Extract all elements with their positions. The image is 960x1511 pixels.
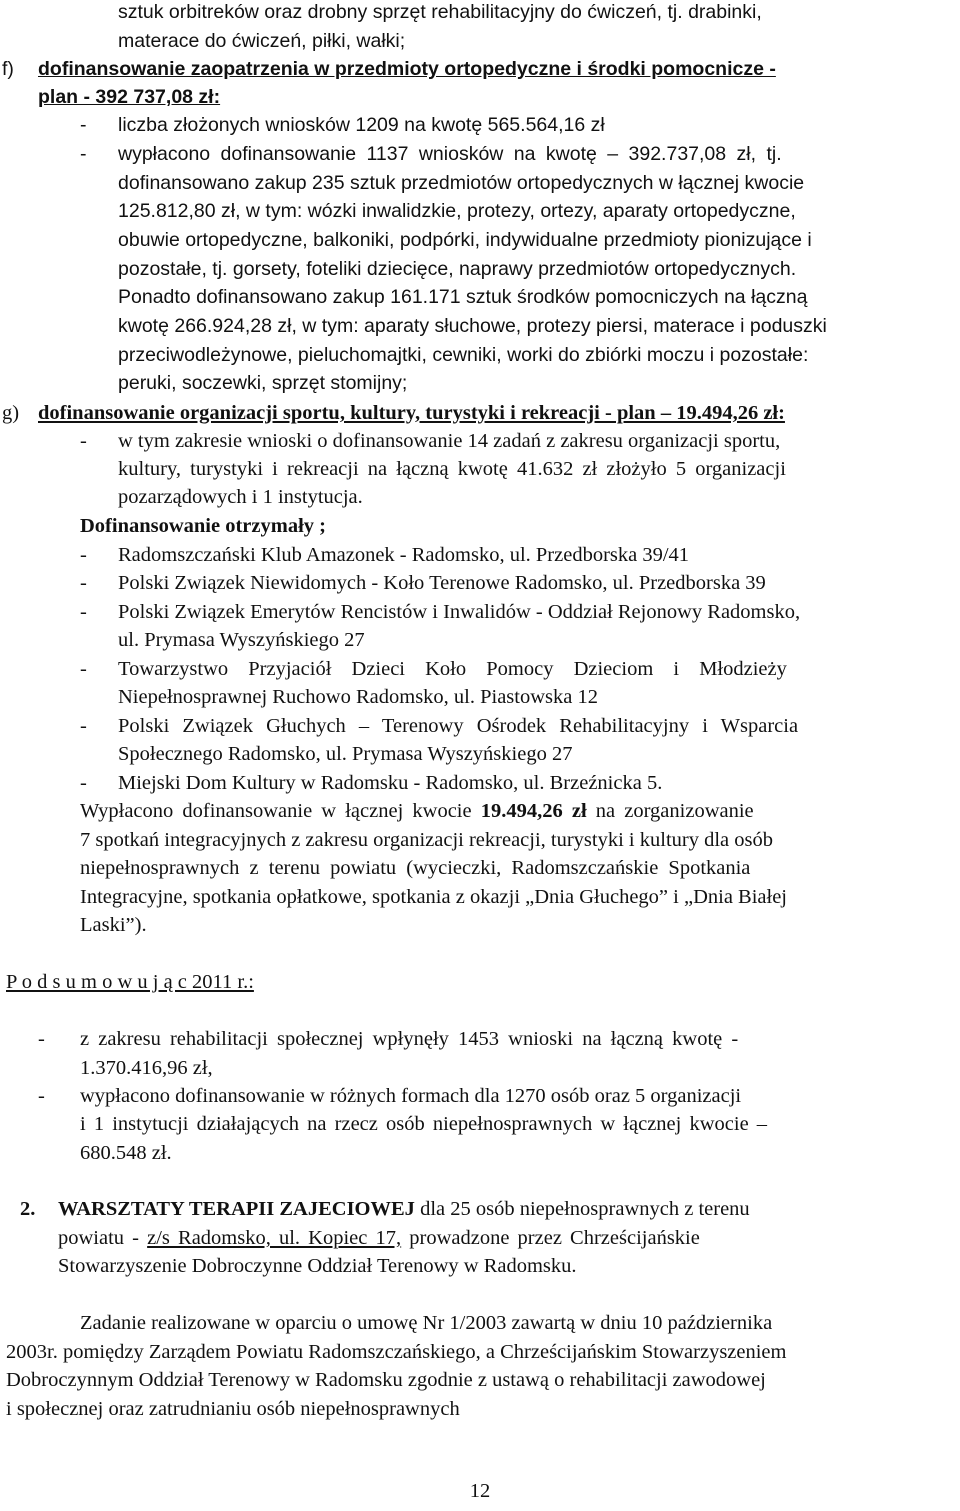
bullet-dash: - <box>80 572 87 594</box>
section-heading: dofinansowanie organizacji sportu, kultury, turystyki i rekreacji - plan – 19.494,26 zł: <box>38 402 785 424</box>
text-segment: dla 25 osób niepełnosprawnych z terenu <box>420 1198 750 1220</box>
text-line <box>58 1199 750 1220</box>
text-line <box>118 3 954 23</box>
address: z/s Radomsko, ul. Kopiec 17, <box>147 1227 402 1249</box>
text-line: dofinansowano zakup 235 sztuk przedmiotów ortopedycznych w łącznej kwocie <box>118 172 805 194</box>
line-content <box>118 3 954 23</box>
text-line: liczba złożonych wniosków 1209 na kwotę 565.564,16 zł <box>118 114 605 136</box>
text-line: materace do ćwiczeń, piłki, wałki; <box>118 30 406 52</box>
text-segment: powiatu - <box>58 1227 139 1249</box>
text-segment: na zorganizowanie <box>595 800 754 822</box>
section-heading: plan - 392 737,08 zł: <box>38 86 221 108</box>
list-item: Polski Związek Niewidomych - Koło Terenowe Radomsko, ul. Przedborska 39 <box>118 572 766 594</box>
line-text: sztuk orbitreków oraz drobny sprzęt rehabilitacyjny do ćwiczeń, tj. drabinki, <box>118 1 762 23</box>
text-line: 680.548 zł. <box>80 1142 172 1164</box>
list-item: Miejski Dom Kultury w Radomsku - Radomsko, ul. Brzeźnicka 5. <box>118 772 663 794</box>
bullet-dash: - <box>80 430 87 452</box>
text-line: z zakresu rehabilitacji społecznej wpłynęły 1453 wnioski na łączną kwotę - <box>80 1028 739 1050</box>
text-line: niepełnosprawnych z terenu powiatu (wycieczki, Radomszczańskie Spotkania <box>80 857 751 879</box>
text-line: i społecznej oraz zatrudnianiu osób niepełnosprawnych <box>6 1398 460 1420</box>
text-line: Stowarzyszenie Dobroczynne Oddział Terenowy w Radomsku. <box>58 1255 577 1277</box>
text-line: Zadanie realizowane w oparciu o umowę Nr 1/2003 zawartą w dniu 10 października <box>80 1312 773 1334</box>
text-line <box>58 1228 700 1249</box>
text-line: i 1 instytucji działających na rzecz osób niepełnosprawnych w łącznej kwocie – <box>80 1113 768 1135</box>
list-item: Polski Związek Emerytów Rencistów i Inwalidów - Oddział Rejonowy Radomsko, <box>118 601 801 623</box>
text-line: w tym zakresie wnioski o dofinansowanie 14 zadań z zakresu organizacji sportu, <box>118 430 781 452</box>
subheading: Dofinansowanie otrzymały ; <box>80 515 326 537</box>
text-line: kwotę 266.924,28 zł, w tym: aparaty słuchowe, protezy piersi, materace i poduszki <box>118 315 827 337</box>
bullet-dash: - <box>80 772 87 794</box>
section-number: 2. <box>20 1198 36 1220</box>
text-segment: Wypłacono dofinansowanie w łącznej kwocie <box>80 800 472 822</box>
list-item: Niepełnosprawnej Ruchowo Radomsko, ul. Piastowska 12 <box>118 686 598 708</box>
text-line: pozarządowych i 1 instytucja. <box>118 486 363 508</box>
text-line: wypłacono dofinansowanie 1137 wniosków na kwotę – 392.737,08 zł, tj. <box>118 143 782 165</box>
list-item: ul. Prymasa Wyszyńskiego 27 <box>118 629 365 651</box>
list-marker: g) <box>2 402 20 424</box>
bullet-dash: - <box>80 544 87 566</box>
text-line: przeciwodleżynowe, pieluchomajtki, cewniki, worki do zbiórki moczu i pozostałe: <box>118 344 809 366</box>
bullet-dash: - <box>80 601 87 623</box>
text-line: Dobroczynnym Oddział Terenowy w Radomsku zgodnie z ustawą o rehabilitacji zawodowej <box>6 1369 766 1391</box>
text-line <box>80 801 754 822</box>
section-heading: dofinansowanie zaopatrzenia w przedmioty ortopedyczne i środki pomocnicze - <box>38 58 776 80</box>
text-line: pozostałe, tj. gorsety, foteliki dziecięce, naprawy przedmiotów ortopedycznych. <box>118 258 797 280</box>
amount: 19.494,26 zł <box>480 800 587 822</box>
page-number: 12 <box>469 1480 491 1502</box>
text-segment: prowadzone przez Chrześcijańskie <box>409 1227 700 1249</box>
section-title: WARSZTATY TERAPII ZAJECIOWEJ <box>58 1198 415 1220</box>
bullet-dash: - <box>38 1028 45 1050</box>
list-item: Polski Związek Głuchych – Terenowy Ośrodek Rehabilitacyjny i Wsparcia <box>118 715 799 737</box>
text-line: 1.370.416,96 zł, <box>80 1057 213 1079</box>
text-line: kultury, turystyki i rekreacji na łączną kwotę 41.632 zł złożyło 5 organizacji <box>118 458 786 480</box>
list-item: Towarzystwo Przyjaciół Dzieci Koło Pomocy Dzieciom i Młodzieży <box>118 658 787 680</box>
bullet-dash: - <box>38 1085 45 1107</box>
text-line: peruki, soczewki, sprzęt stomijny; <box>118 372 408 394</box>
text-line: 7 spotkań integracyjnych z zakresu organizacji rekreacji, turystyki i kultury dla osób <box>80 829 773 851</box>
bullet-dash: - <box>80 658 87 680</box>
bullet-dash: - <box>80 143 87 165</box>
summary-heading: P o d s u m o w u j ą c 2011 r.: <box>6 971 254 993</box>
text-line: 125.812,80 zł, w tym: wózki inwalidzkie, protezy, ortezy, aparaty ortopedyczne, <box>118 200 796 222</box>
list-item: Społecznego Radomsko, ul. Prymasa Wyszyńskiego 27 <box>118 743 573 765</box>
text-line: obuwie ortopedyczne, balkoniki, podpórki, indywidualne przedmioty pionizujące i <box>118 229 812 251</box>
bullet-dash: - <box>80 114 87 136</box>
text-line: wypłacono dofinansowanie w różnych formach dla 1270 osób oraz 5 organizacji <box>80 1085 742 1107</box>
text-line: Ponadto dofinansowano zakup 161.171 sztuk środków pomocniczych na łączną <box>118 286 808 308</box>
text-line: Laski”). <box>80 914 147 936</box>
text-line: 2003r. pomiędzy Zarządem Powiatu Radomszczańskiego, a Chrześcijańskim Stowarzyszeniem <box>6 1341 787 1363</box>
bullet-dash: - <box>80 715 87 737</box>
text-line: Integracyjne, spotkania opłatkowe, spotkania z okazji „Dnia Głuchego” i „Dnia Białej <box>80 886 787 908</box>
list-marker: f) <box>2 58 14 80</box>
list-item: Radomszczański Klub Amazonek - Radomsko, ul. Przedborska 39/41 <box>118 544 690 566</box>
